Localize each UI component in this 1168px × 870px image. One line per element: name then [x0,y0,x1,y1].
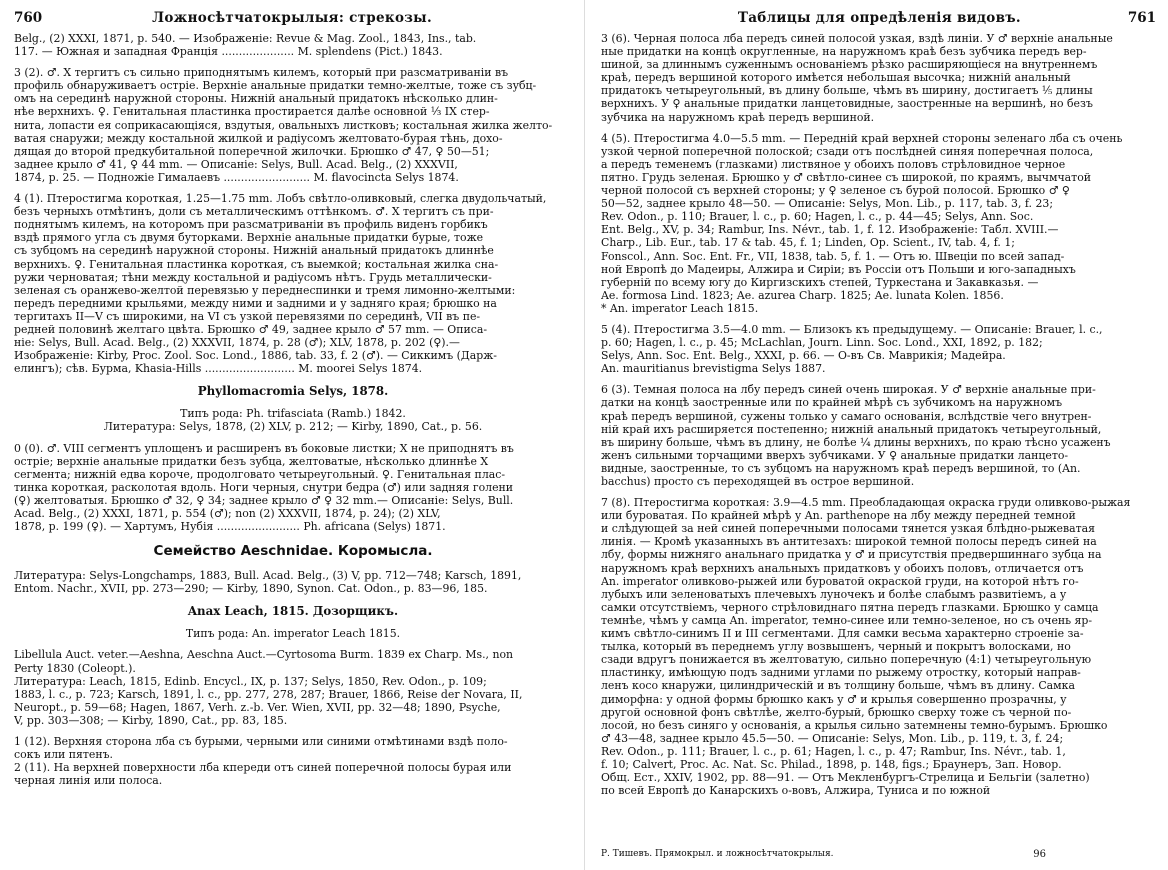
text-line: передъ передними крыльями, между ними и задними и у задняго края; брюшко на [14,296,497,310]
left-page-title: Ложносѣтчатокрылыя: стрекозы. [152,10,433,26]
text-line: черная линія или полоса. [14,774,163,788]
text-line: Belg., (2) XXXI, 1871, p. 540. — Изображеніе: Revue & Mag. Zool., 1843, Ins., tab. [14,32,477,45]
text-line: видные, заостренные, то съ зубцомъ на наружномъ краѣ передъ вершиной, то (An. [601,461,1081,475]
block-spacer [14,619,572,627]
block-spacer [14,58,572,66]
text-line: зубчика на наружномъ краѣ передъ вершиной. [601,110,875,124]
text-line: ной Европѣ до Мадеиры, Алжира и Сиріи; въ Россіи отъ Польши и юго-западныхъ [601,262,1076,276]
right-page-number: 761 [1127,10,1156,26]
text-line: лосой, но безъ синяго у основанія, а крылья сильно затемнены темно-бурымъ. Брюшко [601,718,1108,732]
text-line: 5 (4). Птеростигма 3.5—4.0 mm. — Близокъ къ предыдущему. — Описаніе: Brauer, l. c., [601,322,1103,336]
right-running-head [601,10,1156,32]
text-line: верхнихъ. У ♀ анальные придатки ланцетовидные, заостренные на вершинѣ, но безъ [601,97,1093,111]
text-line: вздѣ прямого угла съ двумя буторками. Верхніе анальные придатки бурые, тоже [14,231,484,245]
text-line: 50—52, заднее крыло 48—50. — Описаніе: Selys, Mon. Lib., p. 117, tab. 3, f. 23; [601,197,1053,211]
genus-heading: Anax Leach, 1815. Дозорщикъ. [187,604,399,619]
text-line: Rev. Odon., p. 110; Brauer, l. c., p. 60; Hagen, l. c., p. 44—45; Selys, Ann. Soc. [601,210,1034,224]
text-line: p. 60; Hagen, l. c., p. 45; McLachlan, Journ. Linn. Soc. Lond., XXI, 1892, p. 182; [601,336,1043,350]
block-spacer [14,561,572,569]
text-line: Литература: Leach, 1815, Edinb. Encycl., IX, p. 137; Selys, 1850, Rev. Odon., p. 109; [14,674,487,688]
text-line: въ ширину больше, чѣмъ въ длину, не болѣе ¼ длины верхнихъ, по краю тѣсно усаженъ [601,435,1111,449]
block-spacer [14,640,572,648]
text-line: 2 (11). На верхней поверхности лба кпереди отъ синей поперечной полосы бурая или [14,761,512,775]
text-line: лубыхъ или зеленоватыхъ плечевыхъ луночекъ и болѣе слабымъ развитіемъ, а у [601,587,1067,601]
text-line: * An. imperator Leach 1815. [601,301,759,315]
text-line: 3 (2). ♂. X тергитъ съ сильно приподнятымъ килемъ, который при разсматриваніи въ [14,66,509,80]
text-line: сокъ или пятенъ. [14,748,113,762]
text-line: 4 (1). Птеростигма короткая, 1.25—1.75 mm. Лобъ свѣтло-оливковый, слегка двудольчатый, [14,192,547,206]
text-line: датки на концѣ заостренные или по крайней мѣрѣ съ зубчикомъ на наружномъ [601,396,1063,410]
text-line: An. imperator оливково-рыжей или буроватой окраской груди, на которой нѣтъ го- [601,574,1079,588]
text-line: 1878, p. 199 (♀). — Хартумъ, Нубія ........................ Ph. africana (Selys) 1871. [14,520,446,534]
text-line: ные придатки на концѣ округленные, на наружномъ краѣ безъ зубчика передъ вер- [601,45,1087,59]
family-heading: Семейство Aeschnidae. Коромысла. [153,543,433,560]
text-line: ній край ихъ расширяется постепенно; нижній анальный придатокъ четыреугольный, [601,422,1102,436]
text-line: ленъ косо кнаружи, цилиндрическій и въ толщину больше, чѣмъ въ длину. Самка [601,679,1075,693]
left-page-number: 760 [14,10,43,26]
right-page-title: Таблицы для опредѣленія видовъ. [737,10,1021,26]
text-line: V, pp. 303—308; — Kirby, 1890, Cat., pp. 83, 185. [14,713,288,727]
text-line: ніе: Selys, Bull. Acad. Belg., (2) XXXVII, 1874, p. 28 (♂); XLV, 1878, p. 202 (♀).— [14,336,460,350]
text-line: профиль обнаруживаетъ остріе. Верхніе анальные придатки темно-желтые, тоже съ зубц- [14,79,537,93]
text-line: елингъ); сѣв. Бурма, Khasia-Hills .......................... M. moorei Selys 1874. [14,362,423,376]
text-line: сегмента; нижній едва короче, продолговато четыреугольный. ♀. Генитальная плас- [14,467,506,481]
text-line: Libellula Auct. veter.—Aeshna, Aeschna Auct.—Cyrtosoma Burm. 1839 ex Charp. Ms., non [14,648,514,662]
text-line: редней половинѣ желтаго цвѣта. Брюшко ♂ 49, заднее крыло ♂ 57 mm. — Описа- [14,322,488,336]
text-line: дящая до второй предкубитальной поперечной жилочки. Брюшко ♂ 47, ♀ 50—51; [14,144,490,158]
text-line: Литература: Selys-Longchamps, 1883, Bull. Acad. Belg., (3) V, pp. 712—748; Karsch, 1891, [14,569,522,583]
block-spacer [14,399,572,407]
text-line: заднее крыло ♂ 41, ♀ 44 mm. — Описаніе: Selys, Bull. Acad. Belg., (2) XXXVII, [14,157,458,171]
text-line: Общ. Ест., XXIV, 1902, pp. 88—91. — Отъ Мекленбургъ-Стрелица и Бельгіи (залетно) [601,771,1090,785]
text-line: 6 (3). Темная полоса на лбу передъ синей очень широкая. У ♂ верхніе анальные при- [601,383,1096,397]
text-line: или буроватая. По крайней мѣрѣ у An. parthenope на лбу между передней темной [601,509,1076,523]
text-line: 0 (0). ♂. VIII сегментъ уплощенъ и расширенъ въ боковые листки; X не приподнятъ въ [14,441,514,455]
centered-line: Типъ рода: Ph. trifasciata (Ramb.) 1842. [180,407,406,421]
text-line: самки отсутствіемъ, черного стрѣловиднаго пятна передъ глазками. Брюшко у самца [601,600,1099,614]
text-line: ружи черноватая; тѣни между костальной и радіусомъ нѣтъ. Грудь металлически- [14,270,492,284]
block-spacer [14,375,572,383]
text-line: 1874, p. 25. — Подножіе Гималаевъ ......................... M. flavocincta Selys 1874. [14,170,459,184]
text-line: а передъ теменемъ (глазками) листвяное у обоихъ половъ стрѣловидное черное [601,157,1066,171]
block-spacer [14,434,572,442]
text-line: 117. — Южная и западная Франція ..................... M. splendens (Pict.) 1843. [14,45,443,59]
text-line: другой основной фонъ свѣтлѣе, желто-бурый, брюшко сверху тоже съ черной по- [601,705,1072,719]
text-line: наружномъ краѣ верхнихъ анальныхъ придатковъ у обоихъ половъ, отличается отъ [601,561,1084,575]
text-line: нѣе верхнихъ. ♀. Генитальная пластинка простирается далѣе основной ⅓ IX стер- [14,105,490,119]
text-line: шиной, за длиннымъ суженнымъ основаніемъ рѣзко расширяющіеся на внутреннемъ [601,58,1098,72]
text-line: омъ на серединѣ наружной стороны. Нижній анальный придатокъ нѣсколько длин- [14,92,498,106]
text-line: 4 (5). Птеростигма 4.0—5.5 mm. — Передній край верхней стороны зеленаго лба съ очень [601,131,1123,145]
text-line: Perty 1830 (Coleopt.). [14,661,136,675]
text-line: Neuropt., p. 59—68; Hagen, 1867, Verh. z.-b. Ver. Wien, XVII, pp. 32—48; 1890, Psyche, [14,700,501,714]
text-line: Entom. Nachr., XVII, pp. 273—290; — Kirby, 1890, Synon. Cat. Odon., p. 83—96, 185. [14,582,488,596]
block-spacer [14,595,572,603]
page-footer [601,849,1156,860]
text-line: Charp., Lib. Eur., tab. 17 & tab. 45, f. 1; Linden, Op. Scient., IV, tab. 4, f. 1; [601,236,1015,250]
text-line: по всей Европѣ до Канарскихъ о-вовъ, Алжира, Туниса и по южной [601,784,991,798]
text-line: Fonscol., Ann. Soc. Ent. Fr., VII, 1838, tab. 5, f. 1. — Отъ ю. Швеціи по всей запад- [601,249,1065,263]
text-line: остріе; верхніе анальные придатки безъ зубца, желтоватые, нѣсколько длиннѣе X [14,454,489,468]
text-line: 1883, l. c., p. 723; Karsch, 1891, l. c., pp. 277, 278, 287; Brauer, 1866, Reise der Novara, II, [14,687,523,701]
text-line: безъ черныхъ отмѣтинъ, доли съ металлическимъ оттѣнкомъ. ♂. X тергитъ съ при- [14,205,494,219]
block-spacer [601,488,1156,496]
block-spacer [14,533,572,541]
text-line: темнѣе, чѣмъ у самца An. imperator, темно-синее или темно-зеленое, но съ очень яр- [601,613,1093,627]
genus-heading: Phyllomacromia Selys, 1878. [197,384,389,399]
text-line: Acad. Belg., (2) XXXI, 1871, p. 554 (♂); non (2) XXXVII, 1874, p. 24); (2) XLV, [14,507,441,520]
right-page [584,0,1168,870]
text-line: женъ сильными торчащими вверхъ зубчиками. У ♀ анальные придатки ланцето- [601,448,1069,462]
text-line: f. 10; Calvert, Proc. Ac. Nat. Sc. Philad., 1898, p. 148, figs.; Браунеръ, Зап. Новор. [601,757,1062,771]
text-line: сзади вдругъ понижается въ желтоватую, сильно поперечную (4:1) четыреугольную [601,653,1092,667]
block-spacer [14,727,572,735]
text-line: тергитахъ II—V съ широкими, на VI съ узкой перевязями по серединѣ, VII въ пе- [14,309,481,323]
text-line: Ae. formosa Lind. 1823; Ae. azurea Charp. 1825; Ae. lunata Kolen. 1856. [601,288,1004,302]
text-line: Selys, Ann. Soc. Ent. Belg., XXXI, p. 66. — О-въ Св. Маврикія; Мадейра. [601,349,1006,363]
left-page-body [14,32,572,787]
block-spacer [601,124,1156,132]
text-line: губерній по всему югу до Киргизскихъ степей, Туркестана и Закавказья. — [601,275,1039,289]
left-running-head [14,10,572,32]
text-line: узкой черной поперечной полоской; сзади отъ послѣдней синяя поперечная полоса, [601,144,1094,158]
text-line: кимъ свѣтло-синимъ II и III сегментами. Для самки весьма характерно строеніе за- [601,627,1084,641]
text-line: и слѣдующей за ней синей поперечными полосами тянется узкая блѣдно-рыжеватая [601,522,1096,536]
text-line: краѣ передъ вершиной, сужены только у самаго основанія, вслѣдствіе чего внутрен- [601,409,1092,423]
text-line: тылка, который въ переднемъ углу возвышенъ, черный и покрытъ волосками, но [601,640,1071,654]
text-line: поднятымъ килемъ, на которомъ при разсматриваніи въ профиль виденъ горбикъ [14,218,488,232]
text-line: ♂ 43—48, заднее крыло 45.5—50. — Описаніе: Selys, Mon. Lib., p. 119, t. 3, f. 24; [601,731,1064,745]
text-line: bacchus) просто съ переходящей въ острое вершиной. [601,475,915,488]
text-line: придатокъ четыреугольный, въ длину больше, чѣмъ въ ширину, достигаетъ ⅕ длины [601,84,1093,98]
text-line: съ зубцомъ на серединѣ наружной стороны. Нижній анальный придатокъ длиннѣе [14,244,494,258]
text-line: An. mauritianus brevistigma Selys 1887. [601,362,826,376]
text-line: (♀) желтоватыя. Брюшко ♂ 32, ♀ 34; заднее крыло ♂ ♀ 32 mm.— Описаніе: Selys, Bull. [14,493,514,507]
text-line: пятно. Грудь зеленая. Брюшко у ♂ свѣтло-синее съ широкой, по краямъ, вычмчатой [601,170,1092,184]
text-line: Rev. Odon., p. 111; Brauer, l. c., p. 61; Hagen, l. c., p. 47; Rambur, Ins. Névr., tab. 1, [601,744,1066,758]
centered-line: Литература: Selys, 1878, (2) XLV, p. 212; — Kirby, 1890, Cat., p. 56. [103,420,483,434]
text-line: краѣ, передъ вершиной которого имѣется небольшая высочка; нижній анальный [601,71,1071,85]
block-spacer [601,375,1156,383]
block-spacer [14,184,572,192]
text-line: линія. — Кромѣ указанныхъ въ антитезахъ: широкой темной полосы передъ синей на [601,535,1097,549]
text-line: ватая снаружи; между костальной жилкой и радіусомъ желтовато-бурая тѣнь, дохо- [14,131,503,145]
right-page-body [601,32,1156,797]
text-line: Изображеніе: Kirby, Proc. Zool. Soc. Lond., 1886, tab. 33, f. 2 (♂). — Сиккимъ (Дарж- [14,349,497,363]
signature-number: 96 [1033,849,1046,860]
text-line: лбу, формы нижняго анальнаго придатка у ♂ и присутствія предвершиннаго зубца на [601,548,1102,562]
text-line: 1 (12). Верхняя сторона лба съ бурыми, черными или синими отмѣтинами вздѣ поло- [14,735,508,749]
text-line: черной полосой съ верхней стороны; у ♀ зеленое съ бурой полосой. Брюшко ♂ ♀ [601,184,1070,198]
footer-credit: Р. Тишевъ. Прямокрыл. и ложносѣтчатокрылыя. [601,849,834,859]
text-line: диморфна: у одной формы брюшко какъ у ♂ и крылья совершенно прозрачны, у [601,692,1067,706]
text-line: 7 (8). Птеростигма короткая: 3.9—4.5 mm. Преобладающая окраска груди оливково-рыжая [601,496,1131,510]
centered-line: Типъ рода: An. imperator Leach 1815. [185,627,401,641]
text-line: 3 (6). Черная полоса лба передъ синей полосой узкая, вздѣ линіи. У ♂ верхніе анальные [601,32,1113,45]
block-spacer [601,315,1156,323]
text-line: пластинку, имѣющую подъ задними углами по рыжему отростку, который направ- [601,666,1081,680]
text-line: тинка короткая, расколотая вдоль. Ноги черныя, снутри бедра (♂) или задняя голени [14,480,514,494]
text-line: верхнихъ. ♀. Генитальная пластинка короткая, съ выемкой; костальная жилка сна- [14,257,499,271]
text-line: нита, лопасти ея соприкасающіяся, вздутыя, овальныхъ листковъ; костальная жилка желто- [14,118,553,132]
text-line: зеленая съ оранжево-желтой перевязью у переднеспинки и тремя лимонно-желтыми: [14,283,516,297]
text-line: Ent. Belg., XV, p. 34; Rambur, Ins. Névr., tab. 1, f. 12. Изображеніе: Табл. XVIII.— [601,223,1059,237]
